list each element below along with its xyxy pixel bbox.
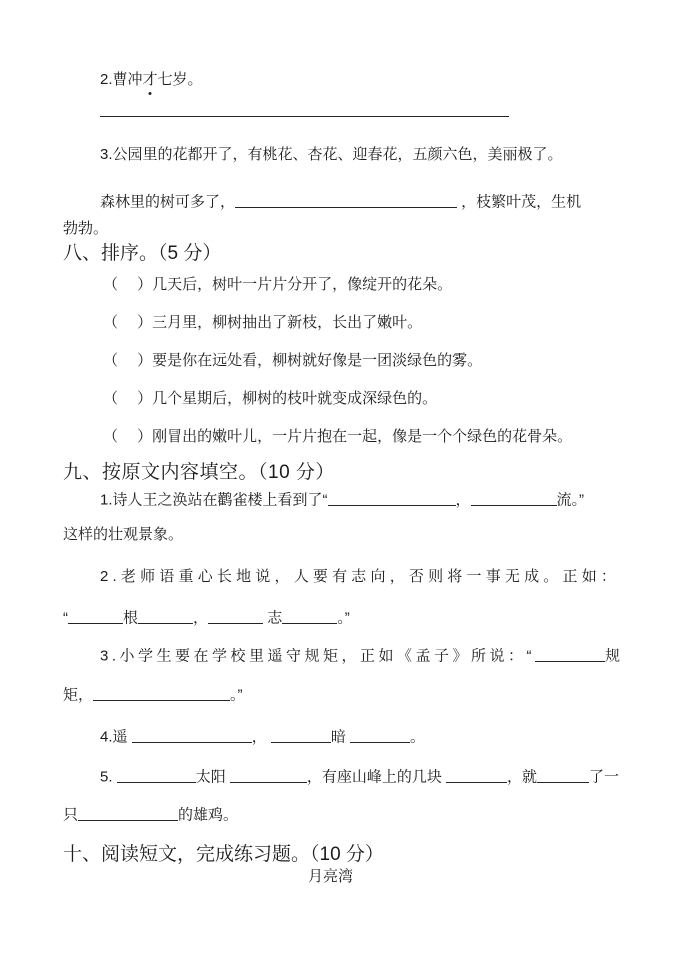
text-segment: 志 (263, 609, 283, 627)
fill-blank-3-line-1 (100, 647, 624, 666)
text-segment: 月亮湾 (308, 868, 354, 885)
text-segment: 流。” (556, 491, 585, 509)
fill-blank-3-line-2 (63, 686, 243, 705)
text-segment: 这样的壮观景象。 (63, 526, 184, 543)
answer-blank-underline (93, 686, 230, 701)
fill-blank-1-line-1 (100, 491, 584, 510)
answer-blank-underline (100, 102, 509, 117)
answer-blank-underline (117, 768, 196, 783)
fill-blank-2-line-1 (100, 568, 620, 587)
text-segment: 。” (337, 609, 350, 627)
answer-blank-underline (230, 768, 307, 783)
answer-blank-underline (138, 609, 193, 624)
answer-blank-underline (68, 609, 123, 624)
answer-blank-underline (235, 193, 457, 208)
answer-blank-underline (132, 728, 252, 743)
reading-passage-title (308, 868, 353, 887)
question-7-3 (100, 146, 563, 165)
answer-blank-underline (537, 768, 589, 783)
answer-blank-underline (208, 609, 263, 624)
text-segment: （ ）几个星期后，柳树的枝叶就变成深绿色的。 (103, 390, 438, 407)
question-7-3-fill-line-2 (63, 220, 108, 239)
text-segment: 七岁。 (157, 71, 203, 88)
answer-blank-underline (328, 491, 456, 506)
text-segment: 的雄鸡。 (178, 806, 239, 824)
text-segment: 矩， (63, 686, 94, 704)
section-10-heading (63, 843, 384, 867)
text-segment: 十、阅读短文，完成练习题。（10 分） (63, 844, 384, 865)
fill-blank-5-line-2 (63, 806, 238, 825)
emphasis-dot-char: 才 (142, 71, 158, 88)
text-segment: 5. (100, 768, 117, 786)
text-segment: 2.曹冲 (100, 71, 143, 88)
fill-blank-1-line-2 (63, 526, 183, 545)
text-segment: ， (193, 609, 209, 627)
answer-blank-underline (282, 609, 337, 624)
text-segment: “ (63, 609, 68, 627)
ordering-item-4 (103, 390, 437, 409)
text-segment: 森林里的树可多了， (100, 193, 236, 211)
text-segment: 九、按原文内容填空。（10 分） (63, 462, 335, 483)
text-segment: 根 (123, 609, 139, 627)
text-segment: 2.老师语重心长地说，人要有志向，否则将一事无成。正如： (100, 568, 621, 585)
text-segment: 4.遥 (100, 728, 132, 746)
text-segment: ， (251, 728, 271, 746)
text-segment: （ ）刚冒出的嫩叶儿，一片片抱在一起，像是一个个绿色的花骨朵。 (103, 428, 573, 445)
text-segment: 规 (605, 647, 624, 665)
text-segment: 3.小学生要在学校里遥守规矩，正如《孟子》所说：“ (100, 647, 536, 665)
text-segment: （ ）要是你在远处看，柳树就好像是一团淡绿色的雾。 (103, 352, 483, 369)
text-segment: ， (455, 491, 471, 509)
text-segment: ，就 (507, 768, 538, 786)
text-segment: 八、排序。（5 分） (63, 243, 222, 264)
ordering-item-1 (103, 276, 452, 295)
question-7-2-answer-blank (100, 102, 509, 121)
answer-blank-underline (471, 491, 557, 506)
section-8-heading (63, 242, 221, 266)
ordering-item-2 (103, 314, 422, 333)
answer-blank-underline (78, 806, 178, 821)
question-7-2 (100, 71, 203, 90)
ordering-item-3 (103, 352, 482, 371)
ordering-item-5 (103, 428, 572, 447)
text-segment: 了一 (589, 768, 620, 786)
section-9-heading (63, 461, 335, 485)
answer-blank-underline (535, 647, 605, 662)
text-segment: ，枝繁叶茂，生机 (457, 193, 582, 211)
answer-blank-underline (350, 728, 410, 743)
text-segment: 。” (230, 686, 243, 704)
text-segment: 只 (63, 806, 79, 824)
text-segment: 3.公园里的花都开了，有桃花、杏花、迎春花，五颜六色，美丽极了。 (100, 146, 563, 163)
question-7-3-fill-line-1 (100, 193, 581, 212)
fill-blank-5-line-1 (100, 768, 619, 787)
answer-blank-underline (446, 768, 507, 783)
text-segment: （ ）三月里，柳树抽出了新枝，长出了嫩叶。 (103, 314, 423, 331)
fill-blank-2-line-2 (63, 609, 350, 628)
text-segment: 。 (410, 728, 426, 746)
text-segment: ，有座山峰上的几块 (306, 768, 447, 786)
answer-blank-underline (271, 728, 331, 743)
text-segment: 太阳 (195, 768, 230, 786)
text-segment: （ ）几天后，树叶一片片分开了，像绽开的花朵。 (103, 276, 453, 293)
fill-blank-4 (100, 728, 425, 747)
text-segment: 勃勃。 (63, 220, 109, 237)
text-segment: 1.诗人王之涣站在鹳雀楼上看到了“ (100, 491, 328, 509)
text-segment: 暗 (330, 728, 351, 746)
